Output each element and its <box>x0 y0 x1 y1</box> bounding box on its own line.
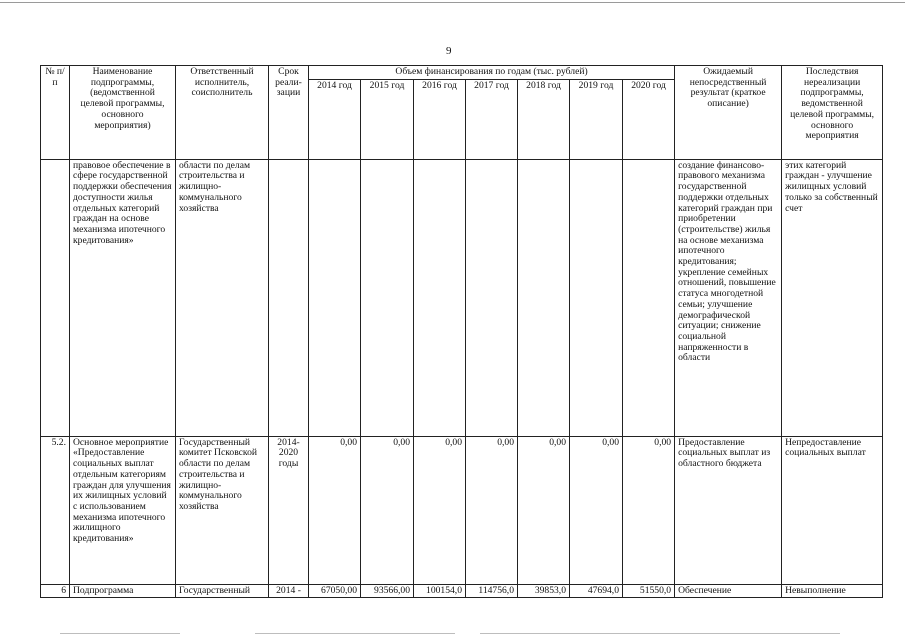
header-year: 2014 год <box>309 79 361 159</box>
row-name: Основное мероприятие «Предоставление социальных выплат отдельным категориям граждан для улучшения их жилищных условий с использованием механизма ипотечного жилищного кредитования» <box>70 436 176 584</box>
row-result: создание финансово-правового механизма государственной поддержки отдельных категорий граждан при приобретении (строительстве) жилья на основе механизма ипотечного кредитования; укрепление семейных отношений, повышение статуса многодетной семьи; улучшение демографической ситуации; снижение социальной напряженности в области <box>675 159 782 436</box>
row-value <box>309 159 361 436</box>
header-name: Наименование подпрограммы, (ведомственной целевой программы, основного мероприятия) <box>70 66 176 160</box>
row-responsible: Государственный комитет Псковской области по делам строительства и жилищно-коммунального хозяйства <box>176 436 269 584</box>
header-year: 2015 год <box>361 79 414 159</box>
row-responsible: Государственный <box>176 584 269 598</box>
page-bottom-artifact <box>255 633 455 634</box>
row-value <box>570 159 623 436</box>
header-year: 2016 год <box>414 79 466 159</box>
financing-table <box>40 65 883 598</box>
table-row <box>41 584 883 598</box>
row-name: правовое обеспечение в сфере государственной поддержки обеспечения доступности жилья отдельных категорий граждан на основе механизма ипотечного кредитования» <box>70 159 176 436</box>
row-consequences: этих категорий граждан - улучшение жилищных условий только за собственный счет <box>782 159 883 436</box>
row-value: 67050,00 <box>309 584 361 598</box>
row-consequences: Невыполнение <box>782 584 883 598</box>
row-consequences: Непредоставление социальных выплат <box>782 436 883 584</box>
row-value: 39853,0 <box>518 584 570 598</box>
row-value: 47694,0 <box>570 584 623 598</box>
page-bottom-artifact <box>60 633 180 634</box>
header-year: 2017 год <box>466 79 518 159</box>
row-num: 5.2. <box>41 436 70 584</box>
row-name: Подпрограмма <box>70 584 176 598</box>
header-year: 2020 год <box>623 79 675 159</box>
row-value: 51550,0 <box>623 584 675 598</box>
row-num <box>41 159 70 436</box>
header-funding: Объем финансирования по годам (тыс. рублей) <box>309 66 675 80</box>
page-top-border <box>0 2 905 3</box>
row-value: 0,00 <box>623 436 675 584</box>
row-value: 0,00 <box>466 436 518 584</box>
row-value <box>518 159 570 436</box>
row-value: 0,00 <box>361 436 414 584</box>
header-year: 2019 год <box>570 79 623 159</box>
row-value: 0,00 <box>518 436 570 584</box>
row-value: 0,00 <box>309 436 361 584</box>
row-term <box>269 159 309 436</box>
page-bottom-artifact <box>480 633 840 634</box>
row-responsible: области по делам строительства и жилищно-коммунального хозяйства <box>176 159 269 436</box>
table-row <box>41 159 883 436</box>
row-value <box>623 159 675 436</box>
header-num: № п/п <box>41 66 70 160</box>
row-term: 2014 - <box>269 584 309 598</box>
header-year: 2018 год <box>518 79 570 159</box>
row-value: 100154,0 <box>414 584 466 598</box>
row-value: 114756,0 <box>466 584 518 598</box>
row-value: 0,00 <box>570 436 623 584</box>
row-result: Предоставление социальных выплат из областного бюджета <box>675 436 782 584</box>
row-value <box>414 159 466 436</box>
row-value <box>466 159 518 436</box>
page-number: 9 <box>446 45 452 57</box>
header-responsible: Ответственный исполнитель, соисполнитель <box>176 66 269 160</box>
row-value: 93566,00 <box>361 584 414 598</box>
header-term: Срок реали-зации <box>269 66 309 160</box>
row-value <box>361 159 414 436</box>
row-term: 2014-2020 годы <box>269 436 309 584</box>
table-row <box>41 436 883 584</box>
header-result: Ожидаемый непосредственный результат (краткое описание) <box>675 66 782 160</box>
row-result: Обеспечение <box>675 584 782 598</box>
header-consequences: Последствия нереализации подпрограммы, ведомственной целевой программы, основного мероприятия <box>782 66 883 160</box>
row-value: 0,00 <box>414 436 466 584</box>
row-num: 6 <box>41 584 70 598</box>
